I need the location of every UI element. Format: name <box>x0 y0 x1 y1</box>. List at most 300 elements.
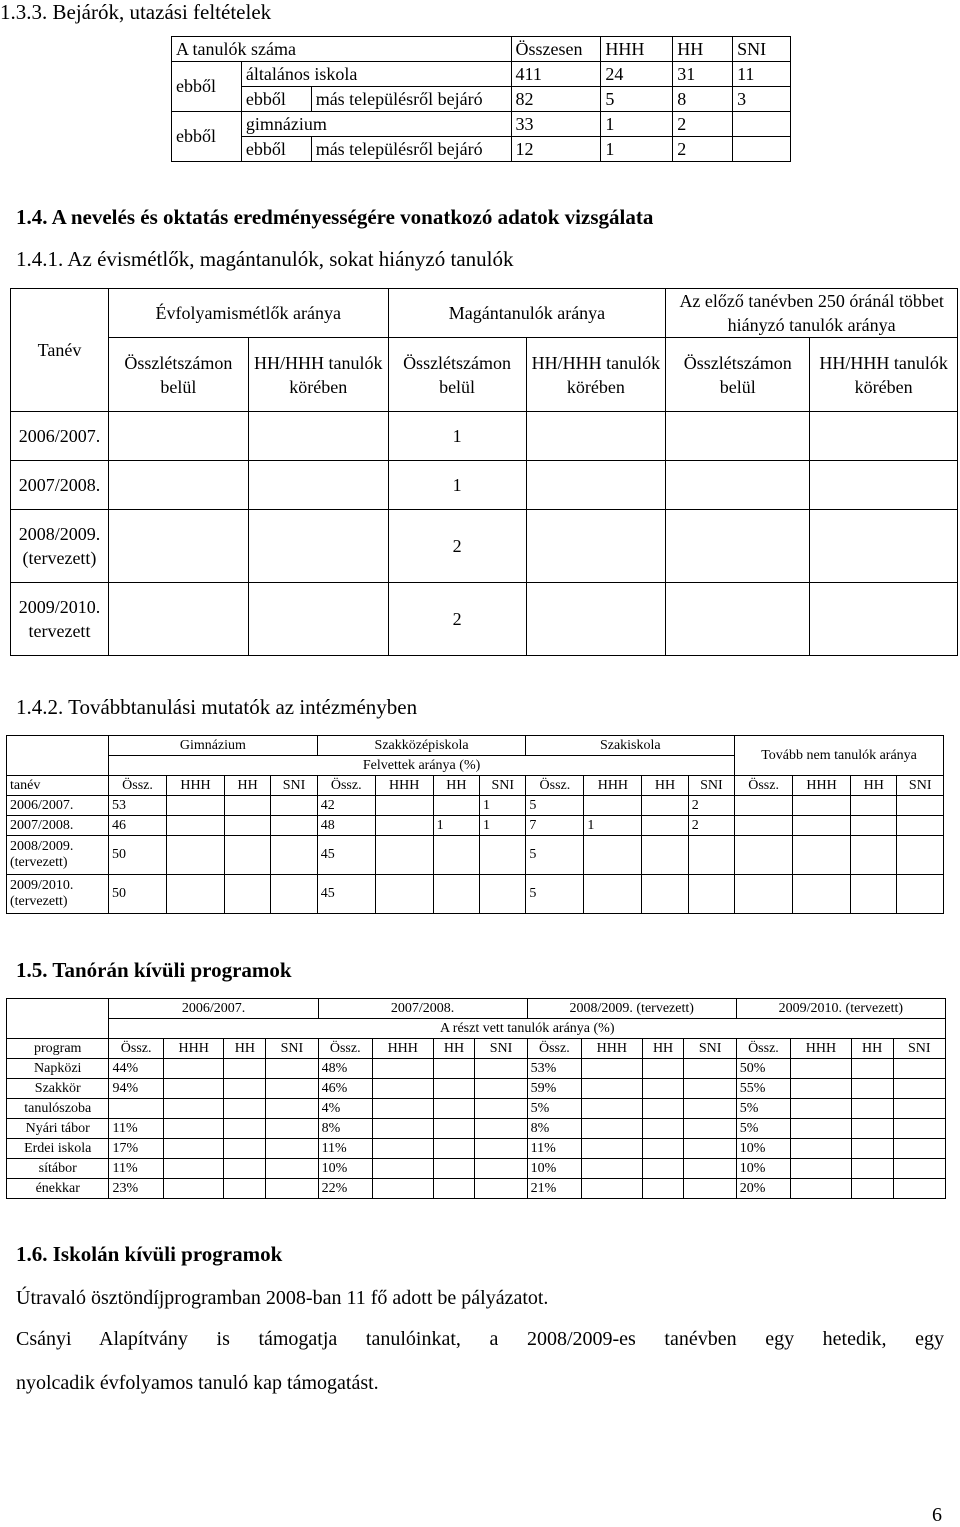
header-cell: SNI <box>684 1039 736 1059</box>
cell <box>372 1079 433 1099</box>
cell <box>733 137 791 162</box>
cell <box>433 1159 475 1179</box>
cell <box>266 1079 318 1099</box>
cell: 10% <box>527 1159 581 1179</box>
cell: 50% <box>736 1059 790 1079</box>
cell: 5 <box>526 796 584 816</box>
cell: 7 <box>526 816 584 836</box>
cell <box>893 1059 945 1079</box>
row-label: 2008/2009. (tervezett) <box>7 836 109 875</box>
cell <box>372 1139 433 1159</box>
cell <box>163 1079 224 1099</box>
cell: 23% <box>109 1179 163 1199</box>
cell <box>666 461 810 510</box>
row-label: sítábor <box>7 1159 109 1179</box>
cell <box>163 1099 224 1119</box>
header-cell: HHH <box>584 776 642 796</box>
cell <box>584 875 642 914</box>
cell: 11% <box>109 1119 163 1139</box>
cell <box>666 510 810 583</box>
cell <box>735 875 793 914</box>
table-row <box>7 1039 946 1059</box>
cell <box>526 412 666 461</box>
cell <box>433 1079 475 1099</box>
cell <box>475 1059 527 1079</box>
cell <box>666 412 810 461</box>
cell: 48 <box>317 816 375 836</box>
cell <box>582 1159 643 1179</box>
header-cell: HH <box>642 776 688 796</box>
cell <box>642 816 688 836</box>
header-cell: Az előző tanévben 250 óránál többet hiányzó tanulók aránya <box>666 289 958 338</box>
cell: 411 <box>511 62 601 87</box>
cell <box>851 796 897 816</box>
cell <box>266 1059 318 1079</box>
cell <box>851 1059 893 1079</box>
heading-1-4-1: 1.4.1. Az évismétlők, magántanulók, sokat hiányzó tanulók <box>16 247 514 271</box>
cell <box>224 1139 266 1159</box>
cell <box>266 1099 318 1119</box>
cell <box>791 1139 852 1159</box>
paragraph: Útravaló ösztöndíjprogramban 2008-ban 11 fő adott be pályázatot. <box>16 1287 549 1309</box>
cell <box>735 836 793 875</box>
cell <box>248 461 388 510</box>
table-row <box>11 289 958 338</box>
cell <box>793 875 851 914</box>
header-cell: SNI <box>480 776 526 796</box>
cell <box>897 875 944 914</box>
cell <box>791 1159 852 1179</box>
cell <box>375 816 433 836</box>
cell <box>851 816 897 836</box>
cell <box>642 875 688 914</box>
cell <box>163 1139 224 1159</box>
cell <box>642 1179 684 1199</box>
cell <box>475 1079 527 1099</box>
header-cell: HH <box>851 1039 893 1059</box>
cell <box>893 1139 945 1159</box>
cell <box>584 796 642 816</box>
row-label: gimnázium <box>241 112 511 137</box>
header-cell: Tanév <box>11 289 109 412</box>
cell: 11% <box>109 1159 163 1179</box>
cell <box>109 1099 163 1119</box>
cell: 8 <box>673 87 733 112</box>
cell <box>108 510 248 583</box>
cell: 17% <box>109 1139 163 1159</box>
cell: 11% <box>527 1139 581 1159</box>
cell <box>372 1059 433 1079</box>
cell <box>167 836 225 875</box>
cell <box>108 583 248 656</box>
cell <box>642 836 688 875</box>
cell: 1 <box>433 816 479 836</box>
cell: 5% <box>736 1119 790 1139</box>
cell: 53% <box>527 1059 581 1079</box>
header-cell: SNI <box>271 776 317 796</box>
header-cell: HHH <box>167 776 225 796</box>
cell <box>582 1079 643 1099</box>
header-cell: 2007/2008. <box>318 999 527 1019</box>
cell <box>684 1179 736 1199</box>
header-cell: Gimnázium <box>109 736 318 756</box>
cell: 94% <box>109 1079 163 1099</box>
cell <box>271 816 317 836</box>
cell: 45 <box>317 875 375 914</box>
header-cell: HHH <box>372 1039 433 1059</box>
cell: 59% <box>527 1079 581 1099</box>
row-label: énekkar <box>7 1179 109 1199</box>
table-row <box>172 137 791 162</box>
cell <box>851 1079 893 1099</box>
cell <box>688 875 734 914</box>
cell <box>224 1159 266 1179</box>
cell <box>582 1059 643 1079</box>
cell <box>851 1139 893 1159</box>
row-label: 2009/2010. (tervezett) <box>7 875 109 914</box>
cell: 5 <box>601 87 673 112</box>
cell <box>248 510 388 583</box>
cell <box>684 1119 736 1139</box>
programs-table <box>6 998 946 1199</box>
cell: 55% <box>736 1079 790 1099</box>
cell <box>893 1119 945 1139</box>
header-cell: HHH <box>601 37 673 62</box>
row-label: Erdei iskola <box>7 1139 109 1159</box>
table-row <box>7 1179 946 1199</box>
cell: 5% <box>736 1099 790 1119</box>
header-cell: A tanulók száma <box>172 37 512 62</box>
header-cell: HH/HHH tanulók körében <box>810 338 958 412</box>
header-cell: HH/HHH tanulók körében <box>248 338 388 412</box>
table-row <box>7 1119 946 1139</box>
page-number: 6 <box>932 1504 942 1526</box>
cell <box>526 510 666 583</box>
table-row <box>11 412 958 461</box>
cell <box>372 1159 433 1179</box>
header-cell: Összlétszámon belül <box>388 338 526 412</box>
cell <box>433 796 479 816</box>
header-cell: SNI <box>733 37 791 62</box>
cell <box>684 1159 736 1179</box>
row-label: más településről bejáró <box>311 137 511 162</box>
cell <box>224 816 270 836</box>
cell <box>642 1119 684 1139</box>
cell <box>666 583 810 656</box>
cell <box>224 1059 266 1079</box>
cell <box>372 1099 433 1119</box>
cell <box>163 1119 224 1139</box>
cell <box>793 836 851 875</box>
cell <box>475 1179 527 1199</box>
header-cell: program <box>7 1039 109 1059</box>
header-cell: tanév <box>7 776 109 796</box>
cell <box>475 1119 527 1139</box>
cell <box>642 1079 684 1099</box>
header-cell: HHH <box>791 1039 852 1059</box>
cell <box>642 1159 684 1179</box>
cell <box>684 1059 736 1079</box>
header-cell: Összlétszámon belül <box>666 338 810 412</box>
table-row <box>7 1159 946 1179</box>
cell <box>526 461 666 510</box>
header-cell: HHH <box>163 1039 224 1059</box>
cell: 3 <box>733 87 791 112</box>
header-cell: SNI <box>897 776 944 796</box>
cell <box>810 510 958 583</box>
cell: 44% <box>109 1059 163 1079</box>
cell <box>791 1119 852 1139</box>
cell <box>475 1159 527 1179</box>
cell: 31 <box>673 62 733 87</box>
cell <box>167 796 225 816</box>
row-label: ebből <box>241 137 311 162</box>
table-row <box>7 1099 946 1119</box>
cell <box>480 836 526 875</box>
cell <box>642 1059 684 1079</box>
table-row <box>7 796 944 816</box>
cell: 12 <box>511 137 601 162</box>
cell <box>375 836 433 875</box>
cell <box>893 1179 945 1199</box>
cell: 1 <box>601 112 673 137</box>
cell <box>266 1179 318 1199</box>
row-label: 2007/2008. <box>7 816 109 836</box>
cell: 46% <box>318 1079 372 1099</box>
cell <box>375 796 433 816</box>
cell <box>224 1079 266 1099</box>
row-group-label: ebből <box>172 62 242 112</box>
header-cell: HHH <box>582 1039 643 1059</box>
header-cell: HHH <box>375 776 433 796</box>
table-row <box>172 37 791 62</box>
cell <box>266 1119 318 1139</box>
header-cell: HH/HHH tanulók körében <box>526 338 666 412</box>
cell <box>433 875 479 914</box>
header-cell: Összesen <box>511 37 601 62</box>
row-group-label: ebből <box>172 112 242 162</box>
cell <box>893 1079 945 1099</box>
table-row <box>11 510 958 583</box>
cell <box>897 796 944 816</box>
cell <box>791 1079 852 1099</box>
cell: 2 <box>673 137 733 162</box>
cell: 5 <box>526 836 584 875</box>
cell <box>108 461 248 510</box>
cell: 1 <box>480 796 526 816</box>
cell <box>684 1099 736 1119</box>
cell <box>793 796 851 816</box>
table-row <box>7 875 944 914</box>
cell: 8% <box>318 1119 372 1139</box>
row-label: Napközi <box>7 1059 109 1079</box>
cell: 2 <box>388 583 526 656</box>
row-label: 2007/2008. <box>11 461 109 510</box>
cell: 20% <box>736 1179 790 1199</box>
cell <box>266 1139 318 1159</box>
cell <box>893 1099 945 1119</box>
cell <box>248 412 388 461</box>
cell <box>851 1099 893 1119</box>
cell: 10% <box>736 1139 790 1159</box>
cell <box>793 816 851 836</box>
cell: 5% <box>527 1099 581 1119</box>
cell: 8% <box>527 1119 581 1139</box>
cell <box>893 1159 945 1179</box>
table-row <box>7 1139 946 1159</box>
cell: 11 <box>733 62 791 87</box>
cell: 22% <box>318 1179 372 1199</box>
header-cell: 2009/2010. (tervezett) <box>736 999 945 1019</box>
cell <box>480 875 526 914</box>
cell <box>108 412 248 461</box>
cell: 1 <box>480 816 526 836</box>
cell <box>372 1179 433 1199</box>
cell <box>791 1059 852 1079</box>
row-label: 2006/2007. <box>7 796 109 816</box>
header-cell: HH <box>433 776 479 796</box>
table-row <box>7 1019 946 1039</box>
cell: 1 <box>584 816 642 836</box>
paragraph: nyolcadik évfolyamos tanuló kap támogatást. <box>16 1372 379 1394</box>
header-cell: Összlétszámon belül <box>108 338 248 412</box>
header-cell: A részt vett tanulók aránya (%) <box>109 1019 946 1039</box>
cell <box>163 1159 224 1179</box>
table-row <box>7 836 944 875</box>
header-cell: Össz. <box>317 776 375 796</box>
table-row <box>7 999 946 1019</box>
cell: 4% <box>318 1099 372 1119</box>
cell <box>433 1059 475 1079</box>
cell <box>266 1159 318 1179</box>
repeaters-table <box>10 288 958 656</box>
table-row <box>7 1079 946 1099</box>
cell <box>684 1079 736 1099</box>
cell <box>375 875 433 914</box>
cell <box>433 1119 475 1139</box>
cell: 45 <box>317 836 375 875</box>
cell: 10% <box>736 1159 790 1179</box>
cell <box>163 1179 224 1199</box>
cell <box>475 1099 527 1119</box>
header-cell: Évfolyamismétlők aránya <box>108 289 388 338</box>
paragraph: Csányi Alapítvány is támogatja tanulóinkat, a 2008/2009-es tanévben egy hetedik, egy <box>16 1328 944 1350</box>
cell <box>224 1099 266 1119</box>
cell <box>582 1179 643 1199</box>
cell: 10% <box>318 1159 372 1179</box>
header-cell: Össz. <box>526 776 584 796</box>
cell <box>688 836 734 875</box>
cell <box>224 1179 266 1199</box>
cell <box>271 875 317 914</box>
cell <box>851 1119 893 1139</box>
cell: 1 <box>601 137 673 162</box>
cell: 2 <box>388 510 526 583</box>
cell <box>851 836 897 875</box>
row-label: általános iskola <box>241 62 511 87</box>
table-row <box>11 461 958 510</box>
row-label: ebből <box>241 87 311 112</box>
cell: 33 <box>511 112 601 137</box>
cell <box>167 875 225 914</box>
header-cell: HH <box>673 37 733 62</box>
cell: 2 <box>673 112 733 137</box>
header-cell: Felvettek aránya (%) <box>109 756 735 776</box>
cell: 42 <box>317 796 375 816</box>
cell: 50 <box>109 836 167 875</box>
header-cell: 2006/2007. <box>109 999 318 1019</box>
table-row <box>172 112 791 137</box>
cell <box>584 836 642 875</box>
table-row <box>11 338 958 412</box>
cell <box>582 1119 643 1139</box>
header-cell: Össz. <box>735 776 793 796</box>
header-cell: HHH <box>793 776 851 796</box>
heading-1-4: 1.4. A nevelés és oktatás eredményességére vonatkozó adatok vizsgálata <box>16 205 654 229</box>
header-cell: SNI <box>688 776 734 796</box>
cell: 50 <box>109 875 167 914</box>
cell <box>582 1139 643 1159</box>
header-cell: HH <box>642 1039 684 1059</box>
cell: 24 <box>601 62 673 87</box>
header-cell: Össz. <box>109 776 167 796</box>
cell: 5 <box>526 875 584 914</box>
cell <box>851 1179 893 1199</box>
cell <box>224 836 270 875</box>
header-cell: SNI <box>893 1039 945 1059</box>
cell <box>642 1139 684 1159</box>
cell: 21% <box>527 1179 581 1199</box>
cell <box>733 112 791 137</box>
cell: 2 <box>688 796 734 816</box>
cell <box>810 461 958 510</box>
header-cell: Össz. <box>318 1039 372 1059</box>
table-row <box>11 583 958 656</box>
cell <box>810 412 958 461</box>
cell <box>224 796 270 816</box>
cell: 46 <box>109 816 167 836</box>
cell <box>735 796 793 816</box>
row-label: 2008/2009. (tervezett) <box>11 510 109 583</box>
cell <box>851 1159 893 1179</box>
cell <box>791 1099 852 1119</box>
header-cell: 2008/2009. (tervezett) <box>527 999 736 1019</box>
row-label: más településről bejáró <box>311 87 511 112</box>
cell <box>163 1059 224 1079</box>
cell <box>433 1139 475 1159</box>
cell <box>791 1179 852 1199</box>
header-cell: HH <box>851 776 897 796</box>
row-label: Nyári tábor <box>7 1119 109 1139</box>
cell: 11% <box>318 1139 372 1159</box>
cell <box>433 1179 475 1199</box>
cell <box>851 875 897 914</box>
header-cell: Tovább nem tanulók aránya <box>735 736 944 776</box>
table-row <box>7 1059 946 1079</box>
row-label: Szakkör <box>7 1079 109 1099</box>
cell <box>526 583 666 656</box>
cell <box>642 1099 684 1119</box>
heading-1-4-2: 1.4.2. Továbbtanulási mutatók az intézményben <box>16 695 418 719</box>
cell: 53 <box>109 796 167 816</box>
cell: 1 <box>388 461 526 510</box>
cell <box>475 1139 527 1159</box>
header-cell: Össz. <box>109 1039 163 1059</box>
heading-1-3-3: 1.3.3. Bejárók, utazási feltételek <box>0 0 272 24</box>
header-cell: Össz. <box>736 1039 790 1059</box>
table-row <box>7 816 944 836</box>
table-row <box>7 736 944 756</box>
